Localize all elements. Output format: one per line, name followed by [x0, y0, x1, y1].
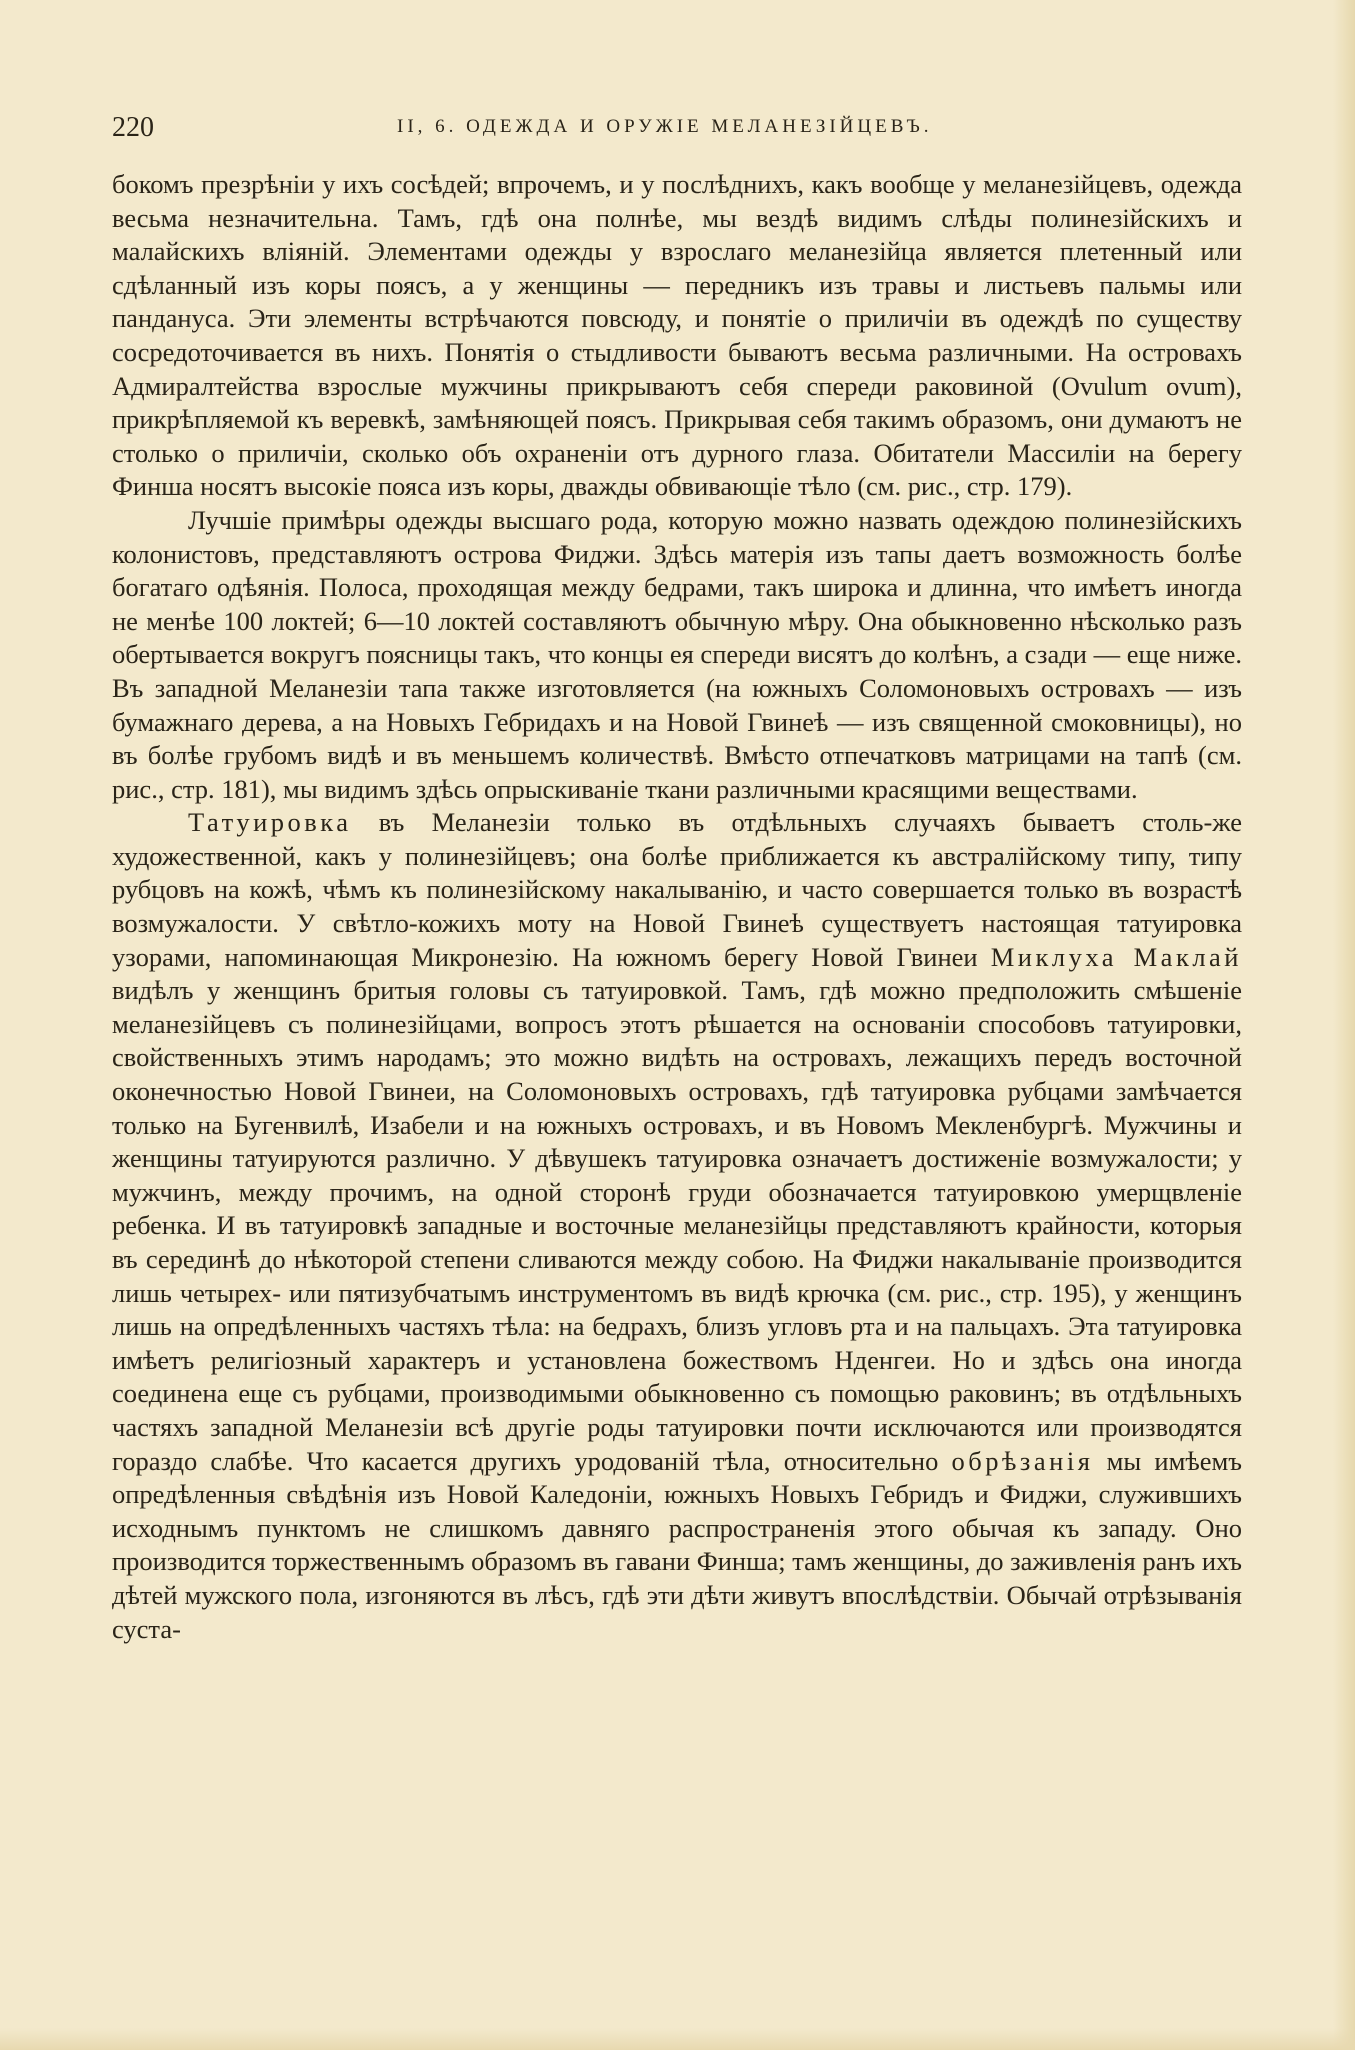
body-text — [112, 168, 1242, 1646]
text-run: въ Меланезіи только въ отдѣльныхъ случаяхъ бываетъ столь-же художественной, какъ у полинезійцевъ; она болѣе приближается къ австралійскому типу, типу рубцовъ на кожѣ, чѣмъ къ полинезійскому накалыванію, и часто совершается только въ возрастѣ возмужалости. У свѣтло-кожихъ моту на Новой Гвинеѣ существуетъ настоящая татуировка узорами, напоминающая Микронезію. На южномъ берегу Новой Гвинеи — [112, 807, 1242, 972]
emphasis-term: Татуировка — [188, 807, 352, 838]
page-edge-shadow — [1333, 0, 1355, 2050]
emphasis-term: обрѣзанія — [951, 1445, 1094, 1476]
emphasis-name: Миклуха Маклай — [990, 941, 1242, 972]
text-run: мы имѣемъ опредѣленныя свѣдѣнія изъ Новой Каледоніи, южныхъ Новыхъ Гебридъ и Фиджи, служившихъ исходнымъ пунктомъ не слишкомъ давняго распространенія этого обычая къ западу. Оно производится торжественнымъ образомъ въ гавани Финша; тамъ женщины, до заживленія ранъ ихъ дѣтей мужского пола, изгоняются въ лѣсъ, гдѣ эти дѣти живутъ впослѣдствіи. Обычай отрѣзыванія суста- — [112, 1445, 1242, 1644]
page-number: 220 — [112, 112, 154, 143]
running-head — [112, 112, 1242, 152]
text-run: видѣлъ у женщинъ бритыя головы съ татуировкой. Тамъ, гдѣ можно предположить смѣшеніе меланезійцевъ съ полинезійцами, вопросъ этотъ рѣшается на основаніи способовъ татуировки, свойственныхъ этимъ народамъ; это можно видѣть на островахъ, лежащихъ передъ восточной оконечностью Новой Гвинеи, на Соломоновыхъ островахъ, гдѣ татуировка рубцами замѣчается только на Бугенвилѣ, Изабели и на южныхъ островахъ, и въ Новомъ Мекленбургѣ. Мужчины и женщины татуируются различно. У дѣвушекъ татуировка означаетъ достиженіе возмужалости; у мужчинъ, между прочимъ, на одной сторонѣ груди обозначается татуировкою умерщвленіе ребенка. И въ татуировкѣ западные и восточные меланезійцы представляютъ крайности, которыя въ серединѣ до нѣкоторой степени сливаются между собою. На Фиджи накалываніе производится лишь четырех- или пятизубчатымъ инструментомъ въ видѣ крючка (см. рис., стр. 195), у женщинъ лишь на опредѣленныхъ частяхъ тѣла: на бедрахъ, близъ угловъ рта и на пальцахъ. Эта татуировка имѣетъ религіозный характеръ и установлена божествомъ Нденгеи. Но и здѣсь она иногда соединена еще съ рубцами, производимыми обыкновенно съ помощью раковинъ; въ отдѣльныхъ частяхъ западной Меланезіи всѣ другіе роды татуировки почти исключаются или производятся гораздо слабѣе. Что касается другихъ уродованій тѣла, относительно — [112, 975, 1242, 1476]
paragraph-clothing-intro — [112, 168, 1242, 504]
page-edge-shadow — [0, 2028, 1355, 2050]
running-title: II, 6. ОДЕЖДА И ОРУЖІЕ МЕЛАНЕЗІЙЦЕВЪ. — [397, 116, 933, 137]
text-run: Лучшіе примѣры одежды высшаго рода, которую можно назвать одеждою полинезійскихъ колонистовъ, представляютъ острова Фиджи. Здѣсь матерія изъ тапы даетъ возможность болѣе богатаго одѣянія. Полоса, проходящая между бедрами, такъ широка и длинна, что имѣетъ иногда не менѣе 100 локтей; 6—10 локтей составляютъ обычную мѣру. Она обыкновенно нѣсколько разъ обертывается вокругъ поясницы такъ, что концы ея спереди висятъ до колѣнъ, а сзади — еще ниже. Въ западной Меланезіи тапа также изготовляется (на южныхъ Соломоновыхъ островахъ — изъ бумажнаго дерева, а на Новыхъ Гебридахъ и на Новой Гвинеѣ — изъ священной смоковницы), но въ болѣе грубомъ видѣ и въ меньшемъ количествѣ. Вмѣсто отпечатковъ матрицами на тапѣ (см. рис., стр. 181), мы видимъ здѣсь опрыскиваніе ткани различными красящими веществами. — [112, 504, 1242, 804]
paragraph-fiji-clothing — [112, 504, 1242, 806]
paragraph-tattooing — [112, 806, 1242, 1646]
text-run: бокомъ презрѣніи у ихъ сосѣдей; впрочемъ, и у послѣднихъ, какъ вообще у меланезійцевъ, одежда весьма незначительна. Тамъ, гдѣ она полнѣе, мы вездѣ видимъ слѣды полинезійскихъ и малайскихъ вліяній. Элементами одежды у взрослаго меланезійца является плетенный или сдѣланный изъ коры поясъ, а у женщины — передникъ изъ травы и листьевъ пальмы или пандануса. Эти элементы встрѣчаются повсюду, и понятіе о приличіи въ одеждѣ по существу сосредоточивается въ нихъ. Понятія о стыдливости бываютъ весьма различными. На островахъ Адмиралтейства взрослые мужчины прикрываютъ себя спереди раковиной (Ovulum ovum), прикрѣпляемой къ веревкѣ, замѣняющей поясъ. Прикрывая себя такимъ образомъ, они думаютъ не столько о приличіи, сколько объ охраненіи отъ дурного глаза. Обитатели Массиліи на берегу Финша носятъ высокіе пояса изъ коры, дважды обвивающіе тѣло (см. рис., стр. 179). — [112, 169, 1242, 502]
